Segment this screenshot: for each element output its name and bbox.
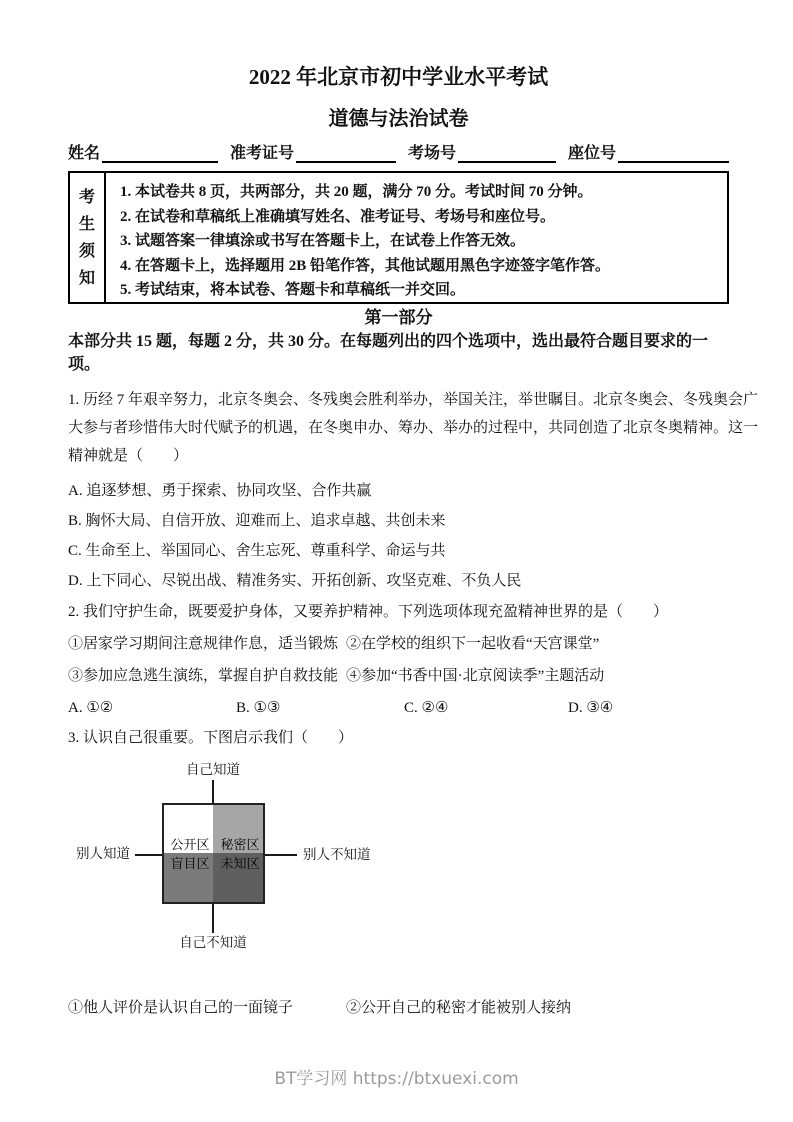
notice-side-label: 考生须知: [78, 188, 95, 287]
axis-label-self-doesnt-know: 自己不知道: [179, 935, 247, 950]
question2-block: [68, 596, 729, 724]
notice-item-5: 5. 考试结束，将本试卷、答题卡和草稿纸一并交回。: [120, 282, 466, 298]
name-field: [68, 141, 230, 165]
notice-item-2: 2. 在试卷和草稿纸上准确填写姓名、准考证号、考场号和座位号。: [120, 208, 556, 225]
notice-item-3: 3. 试题答案一律填涂或书写在答题卡上，在试卷上作答无效。: [120, 233, 526, 249]
question2-items-row2: [68, 660, 729, 692]
notice-item-4: 4. 在答题卡上，选择题用 2B 铅笔作答，其他试题用黑色字迹签字笔作答。: [120, 257, 611, 274]
question2-items-row1: [68, 628, 729, 660]
admission-number-label: 准考证号: [230, 145, 295, 162]
question1-option-b: B. 胸怀大局、自信开放、迎难而上、追求卓越、共创未来: [68, 513, 446, 529]
question1-stem: [68, 386, 759, 470]
question3-statement-1: ①他人评价是认识自己的一面镜子: [68, 1000, 294, 1016]
johari-square: [162, 803, 265, 904]
part1-intro-line1: 本部分共 15 题，每题 2 分，共 30 分。在每题列出的四个选项中，选出最符合题目要求的一: [68, 333, 709, 350]
part1-intro-line2: 项。: [68, 356, 101, 373]
exam-title: 2022 年北京市初中学业水平考试: [248, 65, 549, 89]
question2-answer-a: A. ①②: [68, 700, 114, 716]
question1-stem-line1: 1. 历经 7 年艰辛努力，北京冬奥会、冬残奥会胜利举办，举国关注，举世瞩目。北京冬奥会、冬残奥会广: [68, 392, 759, 408]
question2-item-3: ③参加应急逃生演练，掌握自护自救技能: [68, 668, 339, 684]
question1-option-d: D. 上下同心、尽锐出战、精准务实、开拓创新、攻坚克难、不负人民: [68, 573, 522, 589]
question3-stem: 3. 认识自己很重要。下图启示我们（ ）: [68, 730, 354, 746]
seat-number-label: 座位号: [568, 145, 617, 162]
axis-label-others-know: 别人知道: [76, 846, 130, 861]
admission-number-field: [230, 141, 408, 165]
part1-heading: 第一部分: [364, 308, 433, 327]
candidate-notice-box: [68, 171, 729, 304]
question3-statement-2: ②公开自己的秘密才能被别人接纳: [346, 1000, 572, 1016]
question1-option-c: C. 生命至上、举国同心、舍生忘死、尊重科学、命运与共: [68, 543, 446, 559]
question2-item-2: ②在学校的组织下一起收看“天宫课堂”: [346, 636, 600, 652]
notice-items: [106, 173, 727, 302]
axis-label-self-knows: 自己知道: [186, 762, 240, 777]
question1-stem-line3: 精神就是（ ）: [68, 448, 189, 464]
question2-answer-b: B. ①③: [236, 700, 281, 716]
watermark-footer: BT学习网 https://btxuexi.com: [274, 1069, 519, 1089]
quadrant-label-open: 公开区: [170, 837, 210, 852]
question2-answer-row: [68, 692, 729, 724]
name-label: 姓名: [68, 145, 101, 162]
admission-number-blank-line: [296, 145, 396, 163]
question3-statements-row: [68, 998, 729, 1018]
johari-window-diagram: [68, 758, 448, 958]
question2-item-4: ④参加“书香中国·北京阅读季”主题活动: [346, 668, 605, 684]
quadrant-label-secret: 秘密区: [220, 837, 260, 852]
question1-option-a: A. 追逐梦想、勇于探索、协同攻坚、合作共赢: [68, 483, 372, 499]
axis-label-others-dont-know: 别人不知道: [303, 847, 371, 862]
question1-stem-line2: 大参与者珍惜伟大时代赋予的机遇，在冬奥申办、筹办、举办的过程中，共同创造了北京冬奥精神。这一: [68, 420, 759, 436]
question2-item-1: ①居家学习期间注意规律作息，适当锻炼: [68, 636, 339, 652]
name-blank-line: [102, 145, 218, 163]
exam-room-label: 考场号: [408, 145, 457, 162]
seat-number-blank-line: [618, 145, 729, 163]
seat-number-field: [568, 141, 729, 165]
question2-answer-d: D. ③④: [568, 700, 614, 716]
quadrant-label-unknown: 未知区: [220, 856, 260, 871]
part1-intro: [68, 330, 729, 376]
notice-side-cell: [70, 173, 106, 302]
question1-options: [68, 476, 729, 596]
candidate-info-row: [68, 141, 729, 165]
exam-room-blank-line: [458, 145, 556, 163]
question2-answer-c: C. ②④: [404, 700, 449, 716]
question2-stem: 2. 我们守护生命，既要爱护身体，又要养护精神。下列选项体现充盈精神世界的是（ ）: [68, 604, 669, 620]
quadrant-label-blind: 盲目区: [170, 856, 210, 871]
exam-room-field: [408, 141, 568, 165]
paper-subject-title: 道德与法治试卷: [328, 108, 469, 130]
notice-item-1: 1. 本试卷共 8 页，共两部分，共 20 题，满分 70 分。考试时间 70 分钟。: [120, 184, 593, 200]
